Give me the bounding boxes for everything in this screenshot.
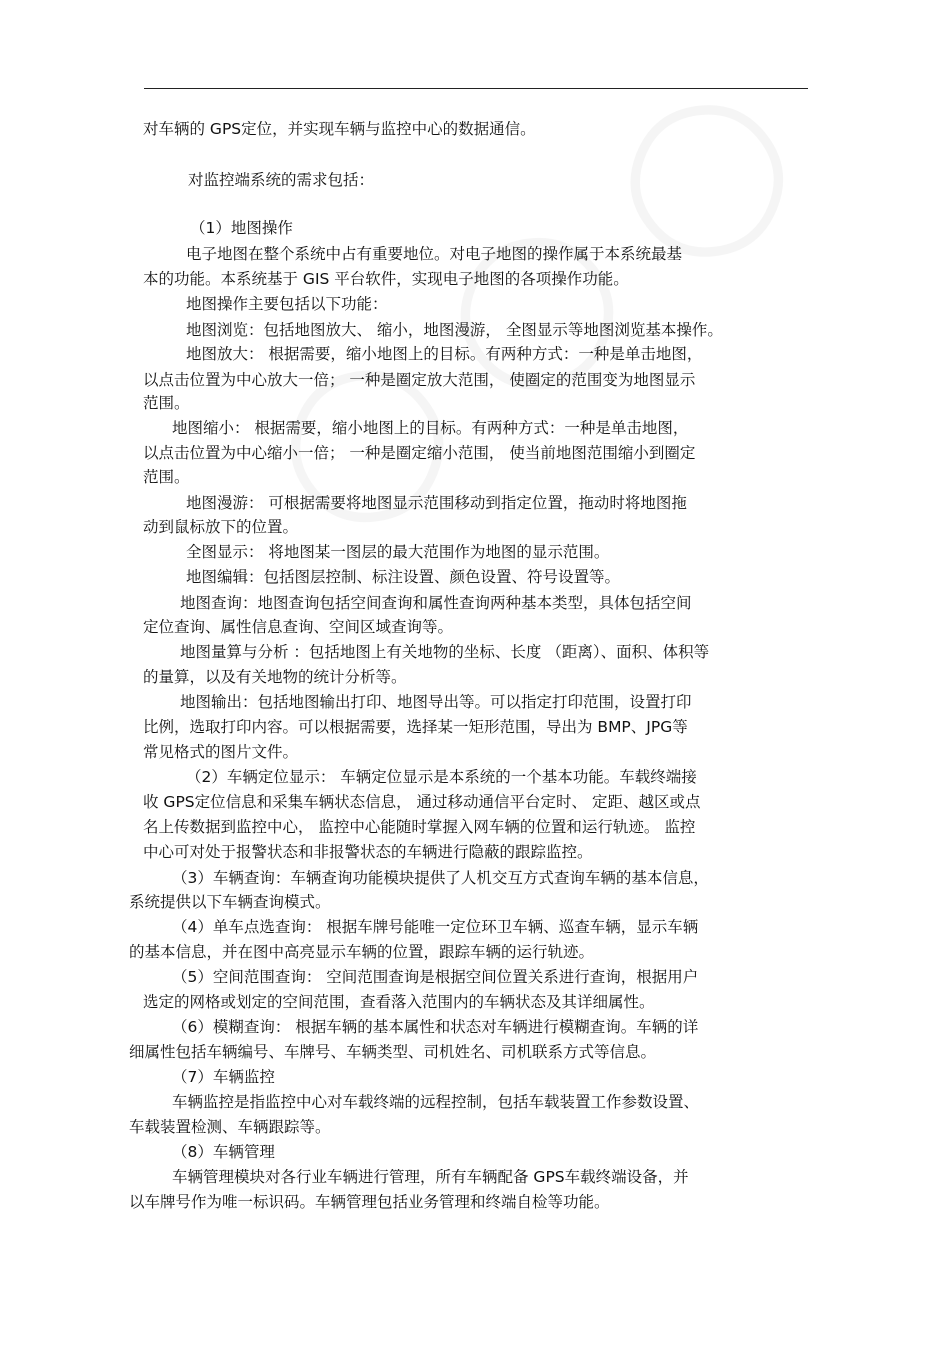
section-heading: （5）空间范围查询： 空间范围查询是根据空间位置关系进行查询，根据用户 bbox=[172, 968, 699, 986]
text-line: 地图操作主要包括以下功能： bbox=[186, 295, 388, 313]
section-heading: （7）车辆监控 bbox=[172, 1068, 275, 1086]
text-line: 比例，选取打印内容。可以根据需要，选择某一矩形范围，导出为 BMP、JPG等 bbox=[143, 718, 688, 736]
section-heading: （8）车辆管理 bbox=[172, 1143, 275, 1161]
text-line: 本的功能。本系统基于 GIS 平台软件，实现电子地图的各项操作功能。 bbox=[143, 270, 629, 288]
text-line: 的基本信息，并在图中高亮显示车辆的位置，跟踪车辆的运行轨迹。 bbox=[129, 943, 595, 961]
text-line: 定位查询、属性信息查询、空间区域查询等。 bbox=[143, 618, 454, 636]
text-line: 选定的网格或划定的空间范围，查看落入范围内的车辆状态及其详细属性。 bbox=[143, 993, 655, 1011]
text-line: 系统提供以下车辆查询模式。 bbox=[129, 893, 331, 911]
text-line: 地图浏览：包括地图放大、 缩小，地图漫游， 全图显示等地图浏览基本操作。 bbox=[186, 321, 723, 339]
text-line: 全图显示： 将地图某一图层的最大范围作为地图的显示范围。 bbox=[186, 543, 610, 561]
text-line: 车载装置检测、车辆跟踪等。 bbox=[129, 1118, 331, 1136]
text-line: 以点击位置为中心缩小一倍； 一种是圈定缩小范围， 使当前地图范围缩小到圈定 bbox=[143, 444, 696, 462]
text-line: 车辆管理模块对各行业车辆进行管理，所有车辆配备 GPS车载终端设备，并 bbox=[172, 1168, 689, 1186]
text-line: 范围。 bbox=[143, 468, 190, 486]
text-line: 常见格式的图片文件。 bbox=[143, 743, 299, 761]
section-heading: （3）车辆查询：车辆查询功能模块提供了人机交互方式查询车辆的基本信息， bbox=[172, 869, 709, 887]
text-line: 对监控端系统的需求包括： bbox=[188, 171, 375, 189]
text-line: 以点击位置为中心放大一倍； 一种是圈定放大范围， 使圈定的范围变为地图显示 bbox=[143, 371, 696, 389]
text-line: 范围。 bbox=[143, 394, 190, 412]
text-line: 动到鼠标放下的位置。 bbox=[143, 518, 299, 536]
text-line: 地图漫游： 可根据需要将地图显示范围移动到指定位置，拖动时将地图拖 bbox=[186, 494, 687, 512]
text-line: 地图量算与分析 ：包括地图上有关地物的坐标、长度 （距离）、面积、体积等 bbox=[180, 643, 710, 661]
section-heading: （1）地图操作 bbox=[190, 219, 293, 237]
section-heading: （4）单车点选查询： 根据车牌号能唯一定位环卫车辆、巡查车辆，显示车辆 bbox=[172, 918, 699, 936]
text-line: 电子地图在整个系统中占有重要地位。对电子地图的操作属于本系统最基 bbox=[186, 245, 683, 263]
text-line: 地图编辑：包括图层控制、标注设置、颜色设置、符号设置等。 bbox=[186, 568, 621, 586]
text-line: 以车牌号作为唯一标识码。车辆管理包括业务管理和终端自检等功能。 bbox=[129, 1193, 610, 1211]
text-line: 细属性包括车辆编号、车牌号、车辆类型、司机姓名、司机联系方式等信息。 bbox=[129, 1043, 657, 1061]
text-line: 对车辆的 GPS定位，并实现车辆与监控中心的数据通信。 bbox=[143, 120, 536, 138]
text-line: 收 GPS定位信息和采集车辆状态信息， 通过移动通信平台定时、 定距、越区或点 bbox=[143, 793, 701, 811]
text-line: 地图放大： 根据需要，缩小地图上的目标。有两种方式：一种是单击地图， bbox=[186, 345, 703, 363]
text-line: 的量算，以及有关地物的统计分析等。 bbox=[143, 668, 407, 686]
header-rule bbox=[144, 88, 808, 89]
section-heading: （2）车辆定位显示： 车辆定位显示是本系统的一个基本功能。车载终端接 bbox=[186, 768, 697, 786]
text-line: 车辆监控是指监控中心对车载终端的远程控制，包括车载装置工作参数设置、 bbox=[172, 1093, 700, 1111]
text-line: 地图缩小： 根据需要，缩小地图上的目标。有两种方式：一种是单击地图， bbox=[172, 419, 689, 437]
text-line: 地图查询：地图查询包括空间查询和属性查询两种基本类型，具体包括空间 bbox=[180, 594, 692, 612]
text-line: 地图输出：包括地图输出打印、地图导出等。可以指定打印范围，设置打印 bbox=[180, 693, 692, 711]
section-heading: （6）模糊查询： 根据车辆的基本属性和状态对车辆进行模糊查询。车辆的详 bbox=[172, 1018, 699, 1036]
text-line: 中心可对处于报警状态和非报警状态的车辆进行隐蔽的跟踪监控。 bbox=[143, 843, 593, 861]
text-line: 名上传数据到监控中心， 监控中心能随时掌握入网车辆的位置和运行轨迹。 监控 bbox=[143, 818, 696, 836]
